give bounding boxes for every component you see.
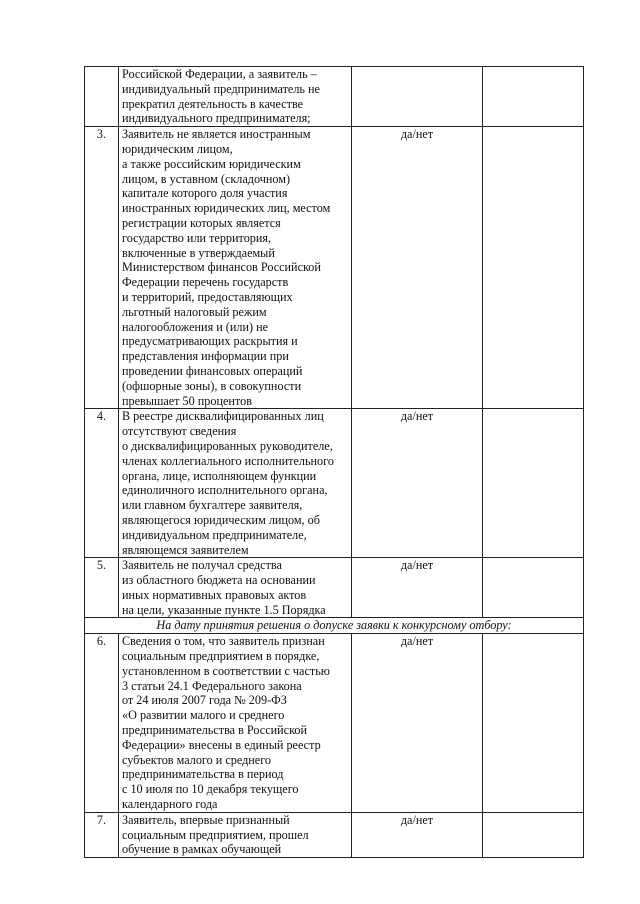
criterion-text [119, 409, 352, 558]
criterion-line: Заявитель не получал средства [122, 558, 282, 573]
answer-cell: да/нет [352, 409, 483, 558]
criterion-line: налогообложения и (или) не [122, 319, 269, 334]
criterion-line: льготный налоговый режим [122, 304, 267, 319]
criterion-line: а также российским юридическим [122, 156, 301, 171]
criterion-line: единоличного исполнительного органа, [122, 483, 328, 498]
criterion-line: иностранных юридических лиц, местом [122, 201, 331, 216]
criterion-line: включенные в утверждаемый [122, 245, 275, 260]
criterion-line: Сведения о том, что заявитель признан [122, 634, 325, 649]
criterion-line: субъектов малого и среднего [122, 752, 272, 767]
criterion-line: капитале которого доля участия [122, 186, 288, 201]
criterion-line: проведении финансовых операций [122, 363, 303, 378]
criterion-line: 3 статьи 24.1 Федерального закона [122, 678, 302, 693]
table-row [85, 409, 584, 558]
criterion-line: Министерством финансов Российской [122, 260, 321, 275]
section-row [85, 618, 584, 634]
criterion-text [119, 634, 352, 813]
empty-cell [483, 409, 584, 558]
criterion-line: государство или территория, [122, 230, 272, 245]
criterion-line: на цели, указанные пункте 1.5 Порядка [122, 602, 326, 617]
criterion-line: индивидуальный предприниматель не [122, 81, 320, 96]
empty-cell [483, 67, 584, 127]
criterion-line: В реестре дисквалифицированных лиц [122, 409, 324, 424]
criterion-line: о дисквалифицированных руководителе, [122, 438, 333, 453]
criteria-table [84, 66, 584, 858]
criterion-line: (офшорные зоны), в совокупности [122, 378, 302, 393]
criterion-text [119, 812, 352, 857]
empty-cell [483, 634, 584, 813]
criterion-line: установленном в соответствии с частью [122, 663, 330, 678]
criterion-line: Федерации перечень государств [122, 275, 289, 290]
criterion-line: Заявитель не является иностранным [122, 127, 311, 142]
row-number: 3. [85, 127, 119, 409]
criterion-line: иных нормативных правовых актов [122, 587, 307, 602]
criterion-line: лицом, в уставном (складочном) [122, 171, 291, 186]
empty-cell [483, 812, 584, 857]
criterion-text [119, 127, 352, 409]
criterion-line: из областного бюджета на основании [122, 573, 316, 588]
criterion-line: Федерации» внесены в единый реестр [122, 737, 321, 752]
criterion-line: членах коллегиального исполнительного [122, 453, 334, 468]
table-row [85, 67, 584, 127]
criterion-line: представления информации при [122, 349, 289, 364]
criterion-line: обучение в рамках обучающей [122, 842, 282, 857]
empty-cell [483, 127, 584, 409]
answer-cell [352, 67, 483, 127]
row-number [85, 67, 119, 127]
table-row [85, 558, 584, 618]
row-number: 7. [85, 812, 119, 857]
table-row [85, 812, 584, 857]
criterion-line: предпринимательства в Российской [122, 723, 307, 738]
criterion-line: превышает 50 процентов [122, 393, 252, 408]
criterion-line: календарного года [122, 797, 218, 812]
criterion-line: индивидуального предпринимателя; [122, 111, 311, 126]
criterion-line: или главном бухгалтере заявителя, [122, 498, 303, 513]
criterion-line: с 10 июля по 10 декабря текущего [122, 782, 299, 797]
empty-cell [483, 558, 584, 618]
criterion-line: Заявитель, впервые признанный [122, 812, 290, 827]
table-row [85, 634, 584, 813]
section-heading: На дату принятия решения о допуске заявки к конкурсному отбору: [85, 618, 584, 634]
criterion-line: отсутствуют сведения [122, 424, 237, 439]
criterion-line: «О развитии малого и среднего [122, 708, 285, 723]
criterion-line: и территорий, предоставляющих [122, 289, 293, 304]
criterion-line: Российской Федерации, а заявитель – [122, 67, 317, 81]
criterion-text [119, 558, 352, 618]
answer-cell: да/нет [352, 558, 483, 618]
criterion-text [119, 67, 352, 127]
row-number: 6. [85, 634, 119, 813]
criterion-line: социальным предприятием, прошел [122, 827, 309, 842]
table-row [85, 127, 584, 409]
criterion-line: социальным предприятием в порядке, [122, 649, 320, 664]
criterion-line: являющегося юридическим лицом, об [122, 512, 320, 527]
criterion-line: являющемся заявителем [122, 542, 249, 557]
criterion-line: органа, лице, исполняющем функции [122, 468, 317, 483]
answer-cell: да/нет [352, 634, 483, 813]
answer-cell: да/нет [352, 812, 483, 857]
criterion-line: юридическим лицом, [122, 141, 233, 156]
row-number: 5. [85, 558, 119, 618]
criterion-line: от 24 июля 2007 года № 209-ФЗ [122, 693, 287, 708]
criterion-line: предпринимательства в период [122, 767, 284, 782]
row-number: 4. [85, 409, 119, 558]
answer-cell: да/нет [352, 127, 483, 409]
criterion-line: регистрации которых является [122, 215, 281, 230]
criterion-line: прекратил деятельность в качестве [122, 96, 304, 111]
criterion-line: предусматривающих раскрытия и [122, 334, 298, 349]
criterion-line: индивидуальном предпринимателе, [122, 527, 307, 542]
